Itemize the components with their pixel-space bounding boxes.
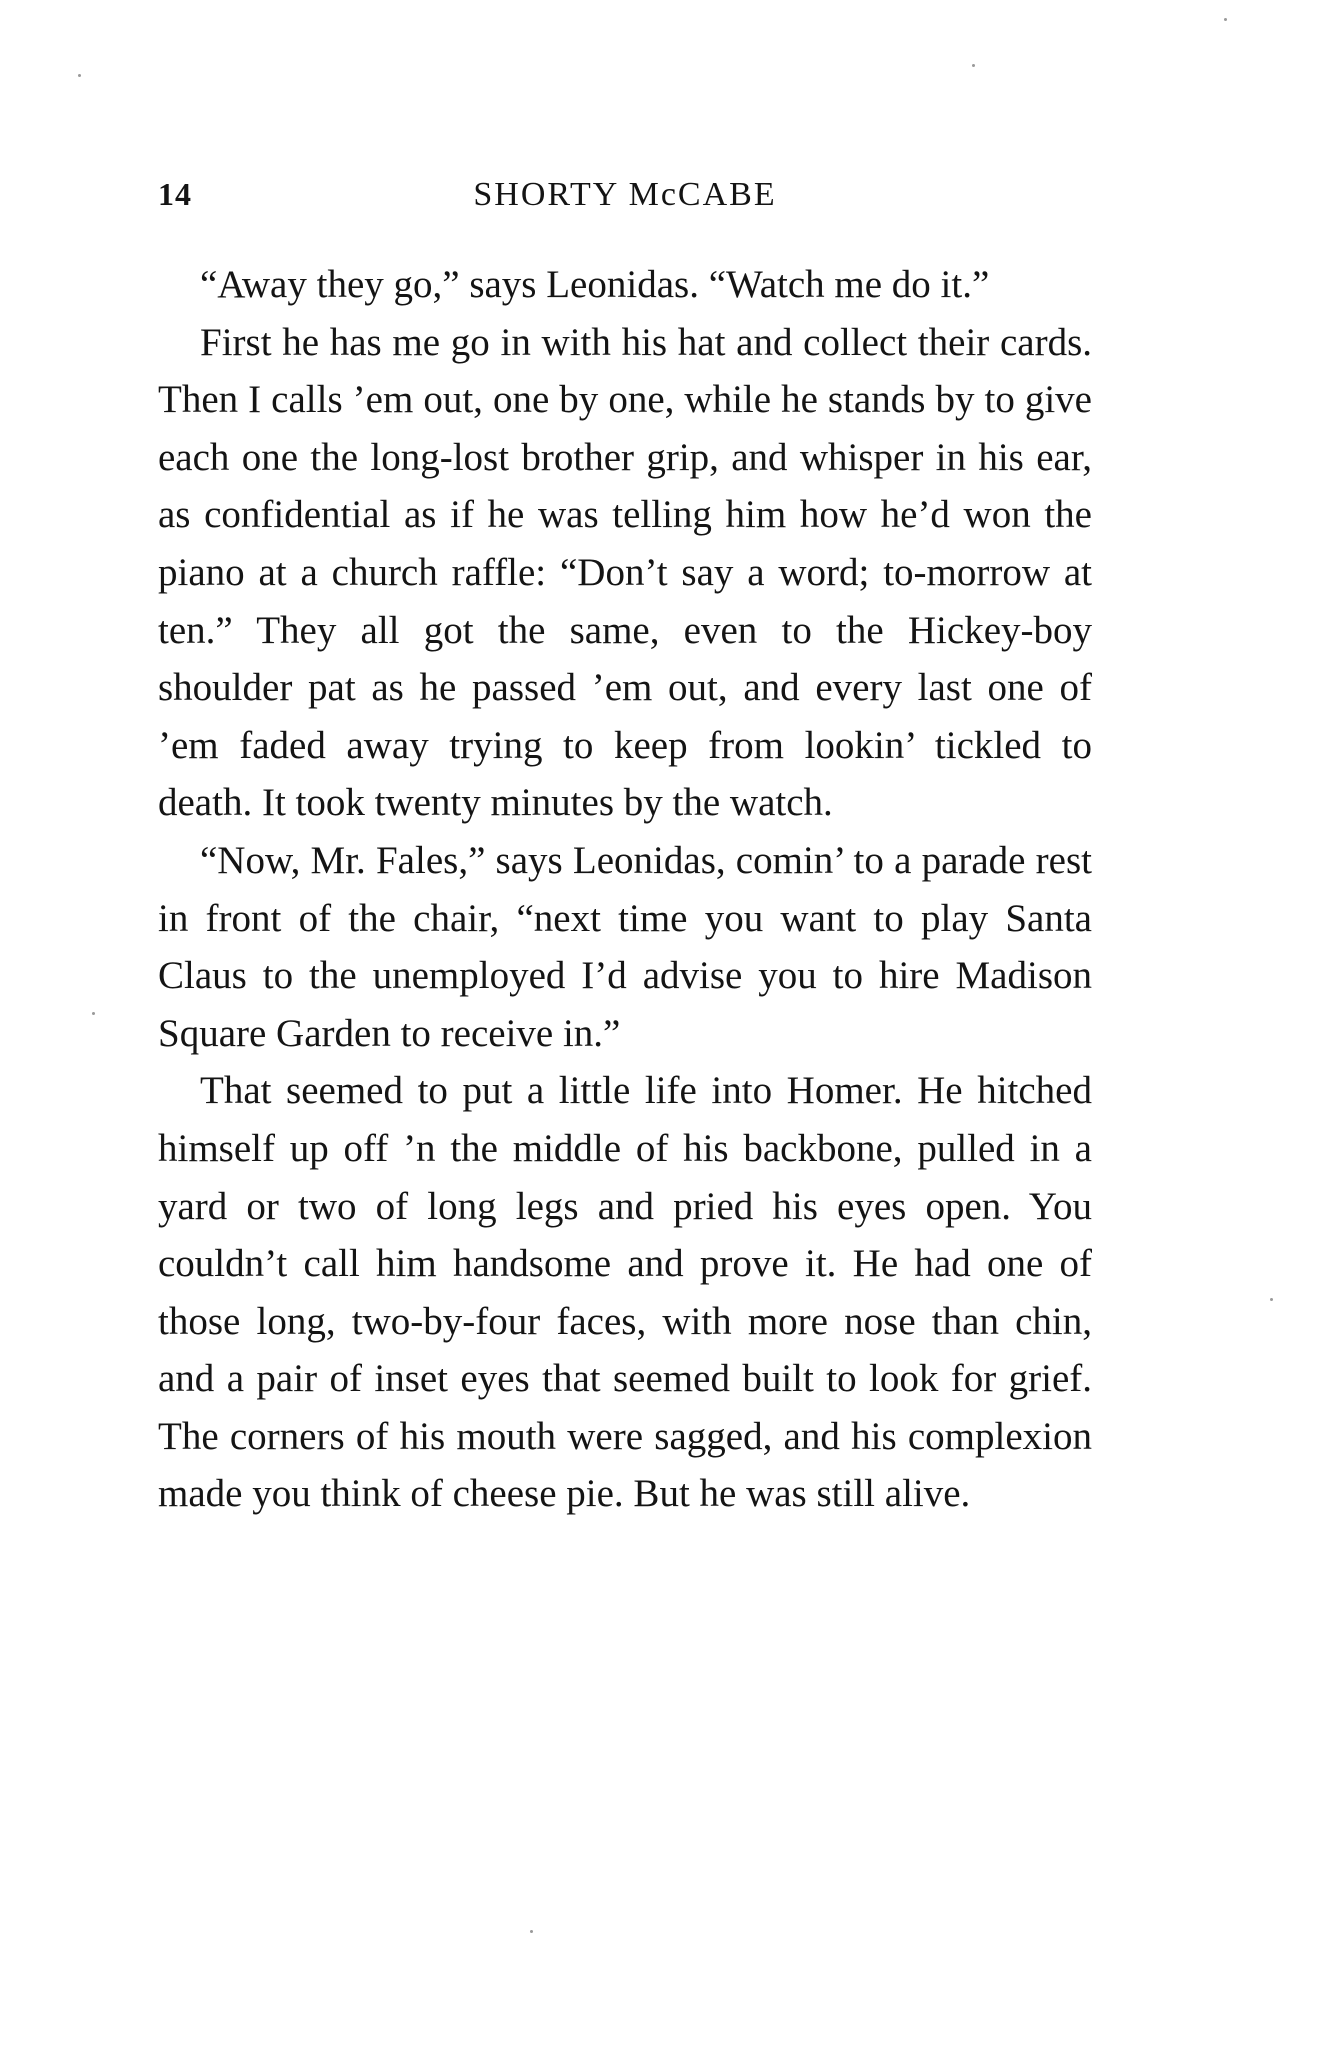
paragraph: That seemed to put a little life into Homer. He hitched himself up off ’n the middle of his backbone, pulled in a yard or two of long legs and pried his eyes open. You couldn’t call him handsome and prove it. He had one of those long, two-by-four faces, with more nose than chin, and a pair of inset eyes that seemed built to look for grief. The corners of his mouth were sagged, and his complexion made you think of cheese pie. But he was still alive. [158, 1069, 1092, 1516]
running-head [158, 176, 1092, 226]
paragraph: “Away they go,” says Leonidas. “Watch me do it.” [200, 263, 990, 306]
paragraph: “Now, Mr. Fales,” says Leonidas, comin’ to a parade rest in front of the chair, “next time you want to play Santa Claus to the unemployed I’d advise you to hire Madison Square Garden to receive in.” [158, 838, 1092, 1055]
running-title: SHORTY McCABE [473, 176, 777, 213]
paper-speck [92, 1012, 95, 1015]
paragraph: First he has me go in with his hat and collect their cards. Then I calls ’em out, one by one, while he stands by to give each one the long-lost brother grip, and whisper in his ear, as confidential as if he was telling him how he’d won the piano at a church raffle: “Don’t say a word; to-morrow at ten.” They all got the same, even to the Hickey-boy shoulder pat as he passed ’em out, and every last one of ’em faded away trying to keep from lookin’ tickled to death. It took twenty minutes by the watch. [158, 320, 1092, 825]
body-text [158, 256, 1092, 1523]
paper-speck [530, 1930, 533, 1933]
page-number: 14 [158, 176, 192, 212]
paper-speck [972, 64, 975, 67]
paper-speck [1224, 18, 1227, 21]
paper-speck [1270, 1298, 1273, 1301]
paper-speck [78, 74, 81, 77]
